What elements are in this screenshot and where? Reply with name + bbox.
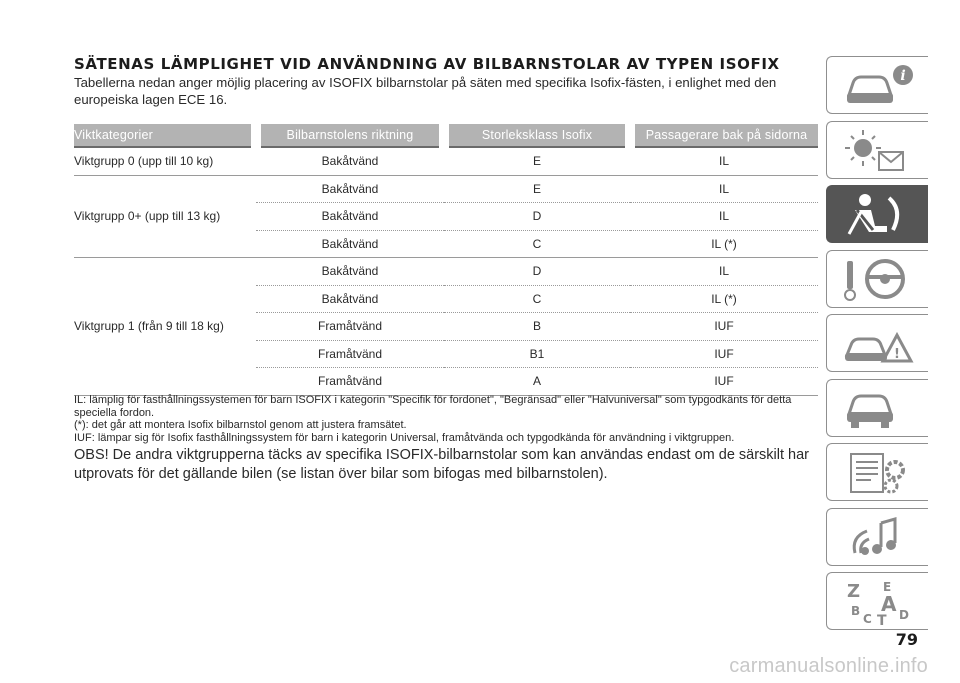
column-header: Bilbarnstolens riktning xyxy=(256,124,444,147)
note-asterisk: (*): det går att montera Isofix bilbarnstol genom att justera framsätet. xyxy=(74,419,407,431)
table-cell: C xyxy=(444,285,630,313)
tab-car-info[interactable] xyxy=(826,56,928,114)
car-info-icon xyxy=(841,61,917,111)
tab-emergency[interactable] xyxy=(826,314,928,372)
page-title: SÄTENAS LÄMPLIGHET VID ANVÄNDNING AV BILBARNSTOLAR AV TYPEN ISOFIX xyxy=(74,55,780,73)
table-cell: D xyxy=(444,258,630,286)
table-row xyxy=(74,147,818,175)
tab-steering-key[interactable] xyxy=(826,250,928,308)
table-row xyxy=(74,175,818,203)
note-il: IL: lämplig för fasthållningssystemen för barn ISOFIX i kategorin "Specifik för fordonet", "Begränsad" eller "Halvuniversal" som typgodkänts för detta speciella fordon. xyxy=(74,394,792,419)
seat-safety-icon xyxy=(841,190,917,240)
table-cell: IUF xyxy=(630,368,818,396)
intro-text: Tabellerna nedan anger möjlig placering av ISOFIX bilbarnstolar på säten med specifika Isofix-fästen, i enlighet med den europeiska lagen ECE 16. xyxy=(74,75,777,107)
isofix-table xyxy=(74,124,818,396)
svg-text:T: T xyxy=(877,613,887,627)
svg-text:B: B xyxy=(851,604,861,618)
table-cell: IL (*) xyxy=(630,230,818,258)
table-row xyxy=(74,258,818,286)
tab-index[interactable] xyxy=(826,572,928,630)
tab-technical-data[interactable] xyxy=(826,443,928,501)
emergency-icon xyxy=(841,319,917,369)
table-cell: Bakåtvänd xyxy=(256,203,444,231)
page-number: 79 xyxy=(895,630,918,649)
table-cell: E xyxy=(444,175,630,203)
tab-warning-lights[interactable] xyxy=(826,121,928,179)
table-cell: E xyxy=(444,147,630,175)
column-header: Viktkategorier xyxy=(74,124,256,147)
weight-group-cell: Viktgrupp 0 (upp till 10 kg) xyxy=(74,147,256,175)
table-cell: Bakåtvänd xyxy=(256,230,444,258)
svg-text:A: A xyxy=(881,592,897,616)
table-cell: C xyxy=(444,230,630,258)
table-cell: IL xyxy=(630,175,818,203)
table-cell: IL (*) xyxy=(630,285,818,313)
technical-data-icon xyxy=(841,448,917,498)
tab-car-maintenance[interactable] xyxy=(826,379,928,437)
table-cell: Framåtvänd xyxy=(256,368,444,396)
table-cell: IL xyxy=(630,147,818,175)
chapter-tabs xyxy=(826,56,930,637)
column-header: Passagerare bak på sidorna xyxy=(630,124,818,147)
svg-text:!: ! xyxy=(894,347,900,362)
note-iuf: IUF: lämpar sig för Isofix fasthållningssystem för barn i kategorin Universal, framåtvända och typgodkända för användning i viktgruppen. xyxy=(74,431,735,444)
table-notes xyxy=(74,394,818,444)
svg-text:Z: Z xyxy=(847,581,861,602)
car-maintenance-icon xyxy=(841,384,917,434)
table-cell: IL xyxy=(630,203,818,231)
svg-text:i: i xyxy=(900,68,906,84)
table-cell: B xyxy=(444,313,630,341)
table-cell: Framåtvänd xyxy=(256,340,444,368)
table-cell: Bakåtvänd xyxy=(256,147,444,175)
steering-key-icon xyxy=(841,255,917,305)
table-cell: Bakåtvänd xyxy=(256,285,444,313)
table-cell: Framåtvänd xyxy=(256,313,444,341)
svg-text:C: C xyxy=(863,612,872,626)
weight-group-cell: Viktgrupp 0+ (upp till 13 kg) xyxy=(74,175,256,258)
column-header: Storleksklass Isofix xyxy=(444,124,630,147)
table-cell: A xyxy=(444,368,630,396)
table-cell: B1 xyxy=(444,340,630,368)
tab-seat-safety[interactable] xyxy=(826,185,928,243)
table-cell: D xyxy=(444,203,630,231)
multimedia-icon xyxy=(841,513,917,563)
table-cell: Bakåtvänd xyxy=(256,175,444,203)
footer-watermark[interactable]: carmanualsonline.info xyxy=(729,655,928,677)
weight-group-cell: Viktgrupp 1 (från 9 till 18 kg) xyxy=(74,258,256,396)
table-cell: IUF xyxy=(630,340,818,368)
obs-text: OBS! De andra viktgrupperna täcks av specifika ISOFIX-bilbarnstolar som kan användas endast om de särskilt har utprovats för det gällande bilen (se listan över bilar som bifogas med bilbarnstolen). xyxy=(74,447,810,482)
index-icon xyxy=(841,577,917,627)
table-cell: Bakåtvänd xyxy=(256,258,444,286)
table-cell: IL xyxy=(630,258,818,286)
table-cell: IUF xyxy=(630,313,818,341)
svg-text:D: D xyxy=(899,608,909,622)
tab-multimedia[interactable] xyxy=(826,508,928,566)
warning-lights-icon xyxy=(841,126,917,176)
svg-text:E: E xyxy=(883,580,892,594)
table-header-row xyxy=(74,124,818,147)
